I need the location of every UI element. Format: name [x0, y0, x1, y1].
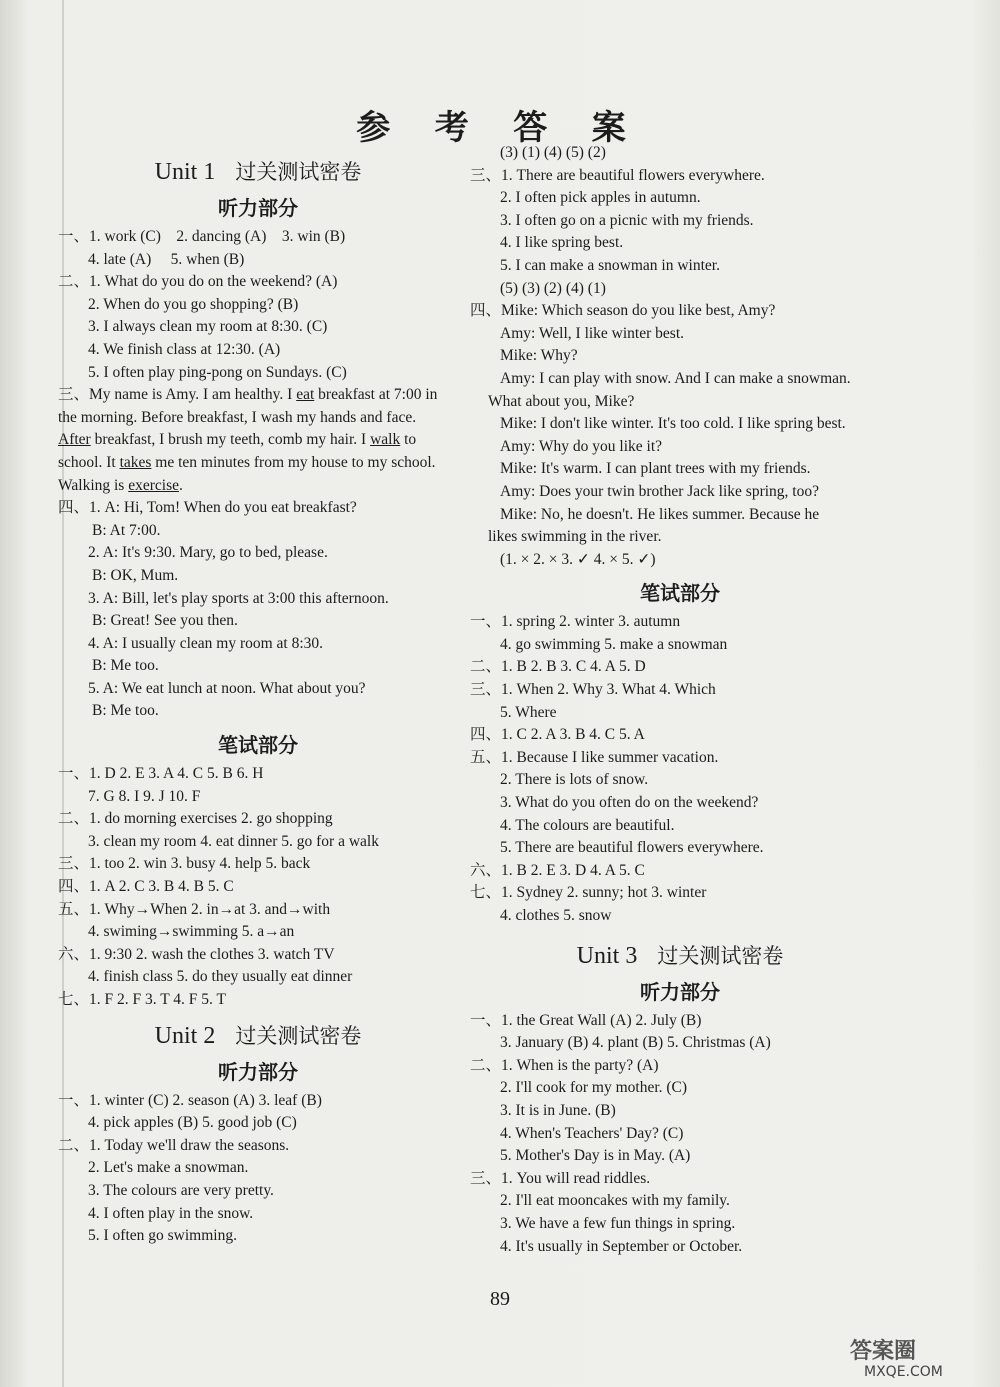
answer-line: 五、1. Because I like summer vacation. [470, 748, 719, 766]
answer-line: 4. pick apples (B) 5. good job (C) [88, 1114, 297, 1132]
answer-line: 7. G 8. I 9. J 10. F [88, 787, 201, 805]
dialog-line: 4. A: I usually clean my room at 8:30. [88, 634, 324, 652]
answer-line: 4. finish class 5. do they usually eat dinner [88, 968, 353, 986]
answer-line: 四、1. C 2. A 3. B 4. C 5. A [470, 726, 645, 744]
answer-line: 5. Mother's Day is in May. (A) [500, 1147, 691, 1165]
answer-line: 六、1. B 2. E 3. D 4. A 5. C [470, 861, 645, 879]
dialog-line: Amy: Well, I like winter best. [500, 324, 685, 342]
page-number: 89 [490, 1288, 510, 1310]
unit3-heading: Unit 3 过关测试密卷 [576, 942, 784, 969]
dialog-line: Mike: I don't like winter. It's too cold. I like spring best. [500, 415, 846, 433]
answer-line: 3. The colours are very pretty. [88, 1181, 274, 1199]
dialog-line: B: At 7:00. [92, 521, 161, 539]
answer-line: 三、1. There are beautiful flowers everywhere. [470, 166, 765, 184]
answer-line: 4. When's Teachers' Day? (C) [500, 1124, 684, 1142]
answer-line: 3. January (B) 4. plant (B) 5. Christmas (A) [500, 1034, 771, 1052]
dialog-line: B: Great! See you then. [92, 612, 238, 630]
dialog-line: Amy: I can play with snow. And I can make a snowman. [500, 369, 851, 387]
passage-line: the morning. Before breakfast, I wash my hands and face. [58, 408, 417, 426]
answer-line: 三、1. too 2. win 3. busy 4. help 5. back [58, 855, 311, 873]
answer-line: 二、1. When is the party? (A) [470, 1056, 659, 1074]
answer-line: 六、1. 9:30 2. wash the clothes 3. watch TV [58, 945, 335, 963]
answer-line: 4. I like spring best. [500, 234, 624, 252]
dialog-line: Mike: It's warm. I can plant trees with my friends. [500, 460, 811, 478]
passage-line: Walking is exercise. [58, 476, 183, 494]
answer-line: 二、1. What do you do on the weekend? (A) [58, 273, 338, 291]
right-column [470, 142, 890, 1258]
answer-line: 4. swiming→swimming 5. a→an [88, 923, 295, 941]
dialog-line: B: Me too. [92, 657, 159, 675]
unit1-heading: Unit 1 过关测试密卷 [154, 159, 362, 185]
answer-line: 4. It's usually in September or October. [500, 1237, 743, 1255]
answer-line: 一、1. the Great Wall (A) 2. July (B) [470, 1011, 702, 1029]
unit2-heading: Unit 2 过关测试密卷 [154, 1022, 362, 1049]
unit3-listening-heading: 听力部分 [640, 979, 720, 1004]
answer-line: 4. late (A) 5. when (B) [88, 250, 245, 268]
dialog-line: 2. A: It's 9:30. Mary, go to bed, please. [88, 544, 328, 562]
answer-line: 4. We finish class at 12:30. (A) [88, 340, 281, 358]
answer-line: 4. go swimming 5. make a snowman [500, 635, 728, 653]
unit2-written-heading: 笔试部分 [640, 581, 720, 606]
dialog-line: B: Me too. [92, 702, 159, 720]
answer-line: 5. I can make a snowman in winter. [500, 256, 720, 274]
dialog-line: What about you, Mike? [488, 392, 635, 410]
dialog-line: likes swimming in the river. [488, 528, 662, 546]
answer-line: 2. I'll eat mooncakes with my family. [500, 1192, 730, 1210]
passage-line: After breakfast, I brush my teeth, comb my hair. I walk to [58, 431, 417, 449]
page-title: 参 考 答 案 [356, 110, 644, 147]
dialog-line: 5. A: We eat lunch at noon. What about you? [88, 679, 366, 697]
answer-line: 四、1. A 2. C 3. B 4. B 5. C [58, 878, 234, 896]
answer-line: 5. I often play ping-pong on Sundays. (C) [88, 363, 347, 381]
answer-line: 五、1. Why→When 2. in→at 3. and→with [58, 900, 331, 918]
answer-line: 2. I often pick apples in autumn. [500, 189, 701, 207]
dialog-line: Amy: Why do you like it? [500, 437, 663, 455]
answer-line: 2. When do you go shopping? (B) [88, 295, 299, 313]
answer-line: 3. I always clean my room at 8:30. (C) [88, 318, 328, 336]
answer-line: 2. I'll cook for my mother. (C) [500, 1079, 688, 1097]
answer-line: 一、1. D 2. E 3. A 4. C 5. B 6. H [58, 765, 264, 783]
answer-line: 3. I often go on a picnic with my friends. [500, 211, 754, 229]
answer-line: 3. We have a few fun things in spring. [500, 1214, 736, 1232]
answer-line: 2. There is lots of snow. [500, 771, 649, 789]
answer-line: (1. × 2. × 3. ✓ 4. × 5. ✓) [500, 550, 656, 568]
dialog-line: 四、1. A: Hi, Tom! When do you eat breakfast? [58, 499, 357, 517]
unit1-written-heading: 笔试部分 [218, 733, 298, 758]
answer-line: 2. Let's make a snowman. [88, 1159, 249, 1177]
unit2-listening-heading: 听力部分 [218, 1059, 298, 1084]
passage-line: 三、My name is Amy. I am healthy. I eat breakfast at 7:00 in [58, 386, 438, 404]
dialog-line: Mike: No, he doesn't. He likes summer. Because he [500, 505, 820, 523]
answer-line: 5. There are beautiful flowers everywhere. [500, 839, 764, 857]
dialog-line: 3. A: Bill, let's play sports at 3:00 this afternoon. [88, 589, 389, 607]
answer-line: (5) (3) (2) (4) (1) [500, 279, 606, 297]
answer-line: 七、1. Sydney 2. sunny; hot 3. winter [470, 884, 707, 902]
answer-line: 一、1. spring 2. winter 3. autumn [470, 613, 681, 631]
answer-line: (3) (1) (4) (5) (2) [500, 144, 606, 161]
dialog-line: B: OK, Mum. [92, 566, 179, 584]
answer-line: 二、1. B 2. B 3. C 4. A 5. D [470, 658, 646, 676]
answer-line: 二、1. do morning exercises 2. go shopping [58, 810, 333, 828]
dialog-line: 四、Mike: Which season do you like best, Amy? [470, 302, 776, 320]
answer-line: 七、1. F 2. F 3. T 4. F 5. T [58, 991, 226, 1008]
answer-line: 三、1. When 2. Why 3. What 4. Which [470, 681, 716, 699]
answer-line: 一、1. winter (C) 2. season (A) 3. leaf (B) [58, 1091, 322, 1109]
answer-line: 5. Where [500, 703, 557, 721]
unit1-listening-heading: 听力部分 [218, 196, 298, 220]
passage-line: school. It takes me ten minutes from my house to my school. [58, 453, 436, 471]
answer-line: 一、1. work (C) 2. dancing (A) 3. win (B) [58, 228, 346, 245]
dialog-line: Amy: Does your twin brother Jack like spring, too? [500, 482, 819, 500]
answer-line: 4. clothes 5. snow [500, 907, 612, 924]
answer-line: 三、1. You will read riddles. [470, 1169, 651, 1187]
dialog-line: Mike: Why? [500, 347, 578, 365]
answer-line: 4. I often play in the snow. [88, 1204, 254, 1222]
answer-line: 3. It is in June. (B) [500, 1101, 616, 1119]
answer-line: 3. clean my room 4. eat dinner 5. go for a walk [88, 832, 379, 850]
svg-text:MXQE.COM: MXQE.COM [864, 1364, 943, 1380]
answer-line: 3. What do you often do on the weekend? [500, 794, 759, 812]
svg-text:答案圈: 答案圈 [850, 1339, 917, 1364]
left-column [58, 150, 458, 1248]
answer-line: 5. I often go swimming. [88, 1227, 237, 1245]
answer-line: 二、1. Today we'll draw the seasons. [58, 1136, 290, 1154]
answer-line: 4. The colours are beautiful. [500, 816, 675, 834]
watermark-logo [842, 1330, 992, 1380]
